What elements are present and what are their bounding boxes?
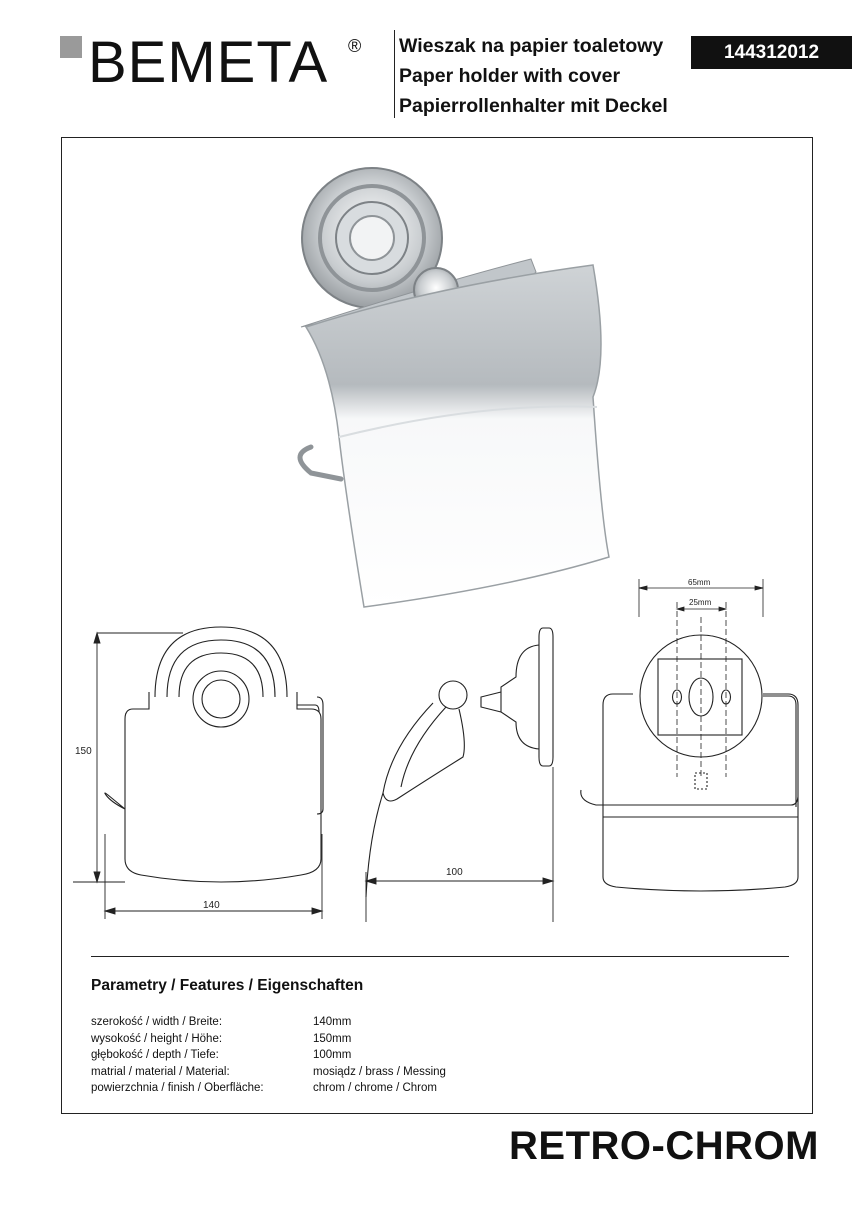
brand-name: BEMETA: [88, 30, 329, 92]
features-table: [91, 1014, 446, 1097]
spec-label: matrial / material / Material:: [91, 1065, 230, 1078]
spec-value: 150mm: [313, 1032, 352, 1045]
spec-row: [91, 1080, 446, 1097]
series-name: RETRO-CHROM: [509, 1124, 819, 1168]
inner-hole-spacing: 25mm: [689, 598, 712, 607]
features-heading: Parametry / Features / Eigenschaften: [91, 977, 364, 994]
features-divider: [91, 956, 789, 957]
spec-value: chrom / chrome / Chrom: [313, 1082, 437, 1094]
spec-row: [91, 1031, 446, 1048]
outer-hole-spacing: 65mm: [688, 578, 711, 587]
side-view: [366, 628, 553, 897]
spec-value: 140mm: [313, 1016, 352, 1028]
front-view: [105, 627, 323, 882]
height-label: 150: [75, 746, 92, 757]
side-dimensions: [366, 767, 553, 922]
product-titles: [399, 31, 668, 121]
spec-value: mosiądz / brass / Messing: [313, 1065, 446, 1078]
title-pl: Wieszak na papier toaletowy: [399, 35, 664, 57]
spec-label: wysokość / height / Höhe:: [91, 1032, 223, 1045]
registered-mark: ®: [348, 36, 362, 56]
title-en: Paper holder with cover: [399, 65, 621, 87]
spec-label: głębokość / depth / Tiefe:: [91, 1049, 219, 1061]
logo-square: [60, 36, 82, 58]
spec-row: [91, 1014, 446, 1031]
spec-label: powierzchnia / finish / Oberfläche:: [91, 1082, 264, 1094]
spec-row: [91, 1064, 446, 1081]
spec-value: 100mm: [313, 1049, 352, 1061]
bemeta-logo: [60, 30, 370, 92]
back-view: [581, 635, 798, 891]
header-divider: [394, 30, 395, 118]
spec-label: szerokość / width / Breite:: [91, 1016, 223, 1028]
product-code: 144312012: [691, 36, 852, 69]
product-photo: [300, 168, 609, 607]
depth-label: 100: [446, 867, 463, 878]
spec-row: [91, 1047, 446, 1064]
front-dimensions: [73, 633, 322, 919]
title-de: Papierrollenhalter mit Deckel: [399, 95, 668, 117]
width-label: 140: [203, 900, 220, 911]
technical-drawing: [61, 137, 813, 937]
